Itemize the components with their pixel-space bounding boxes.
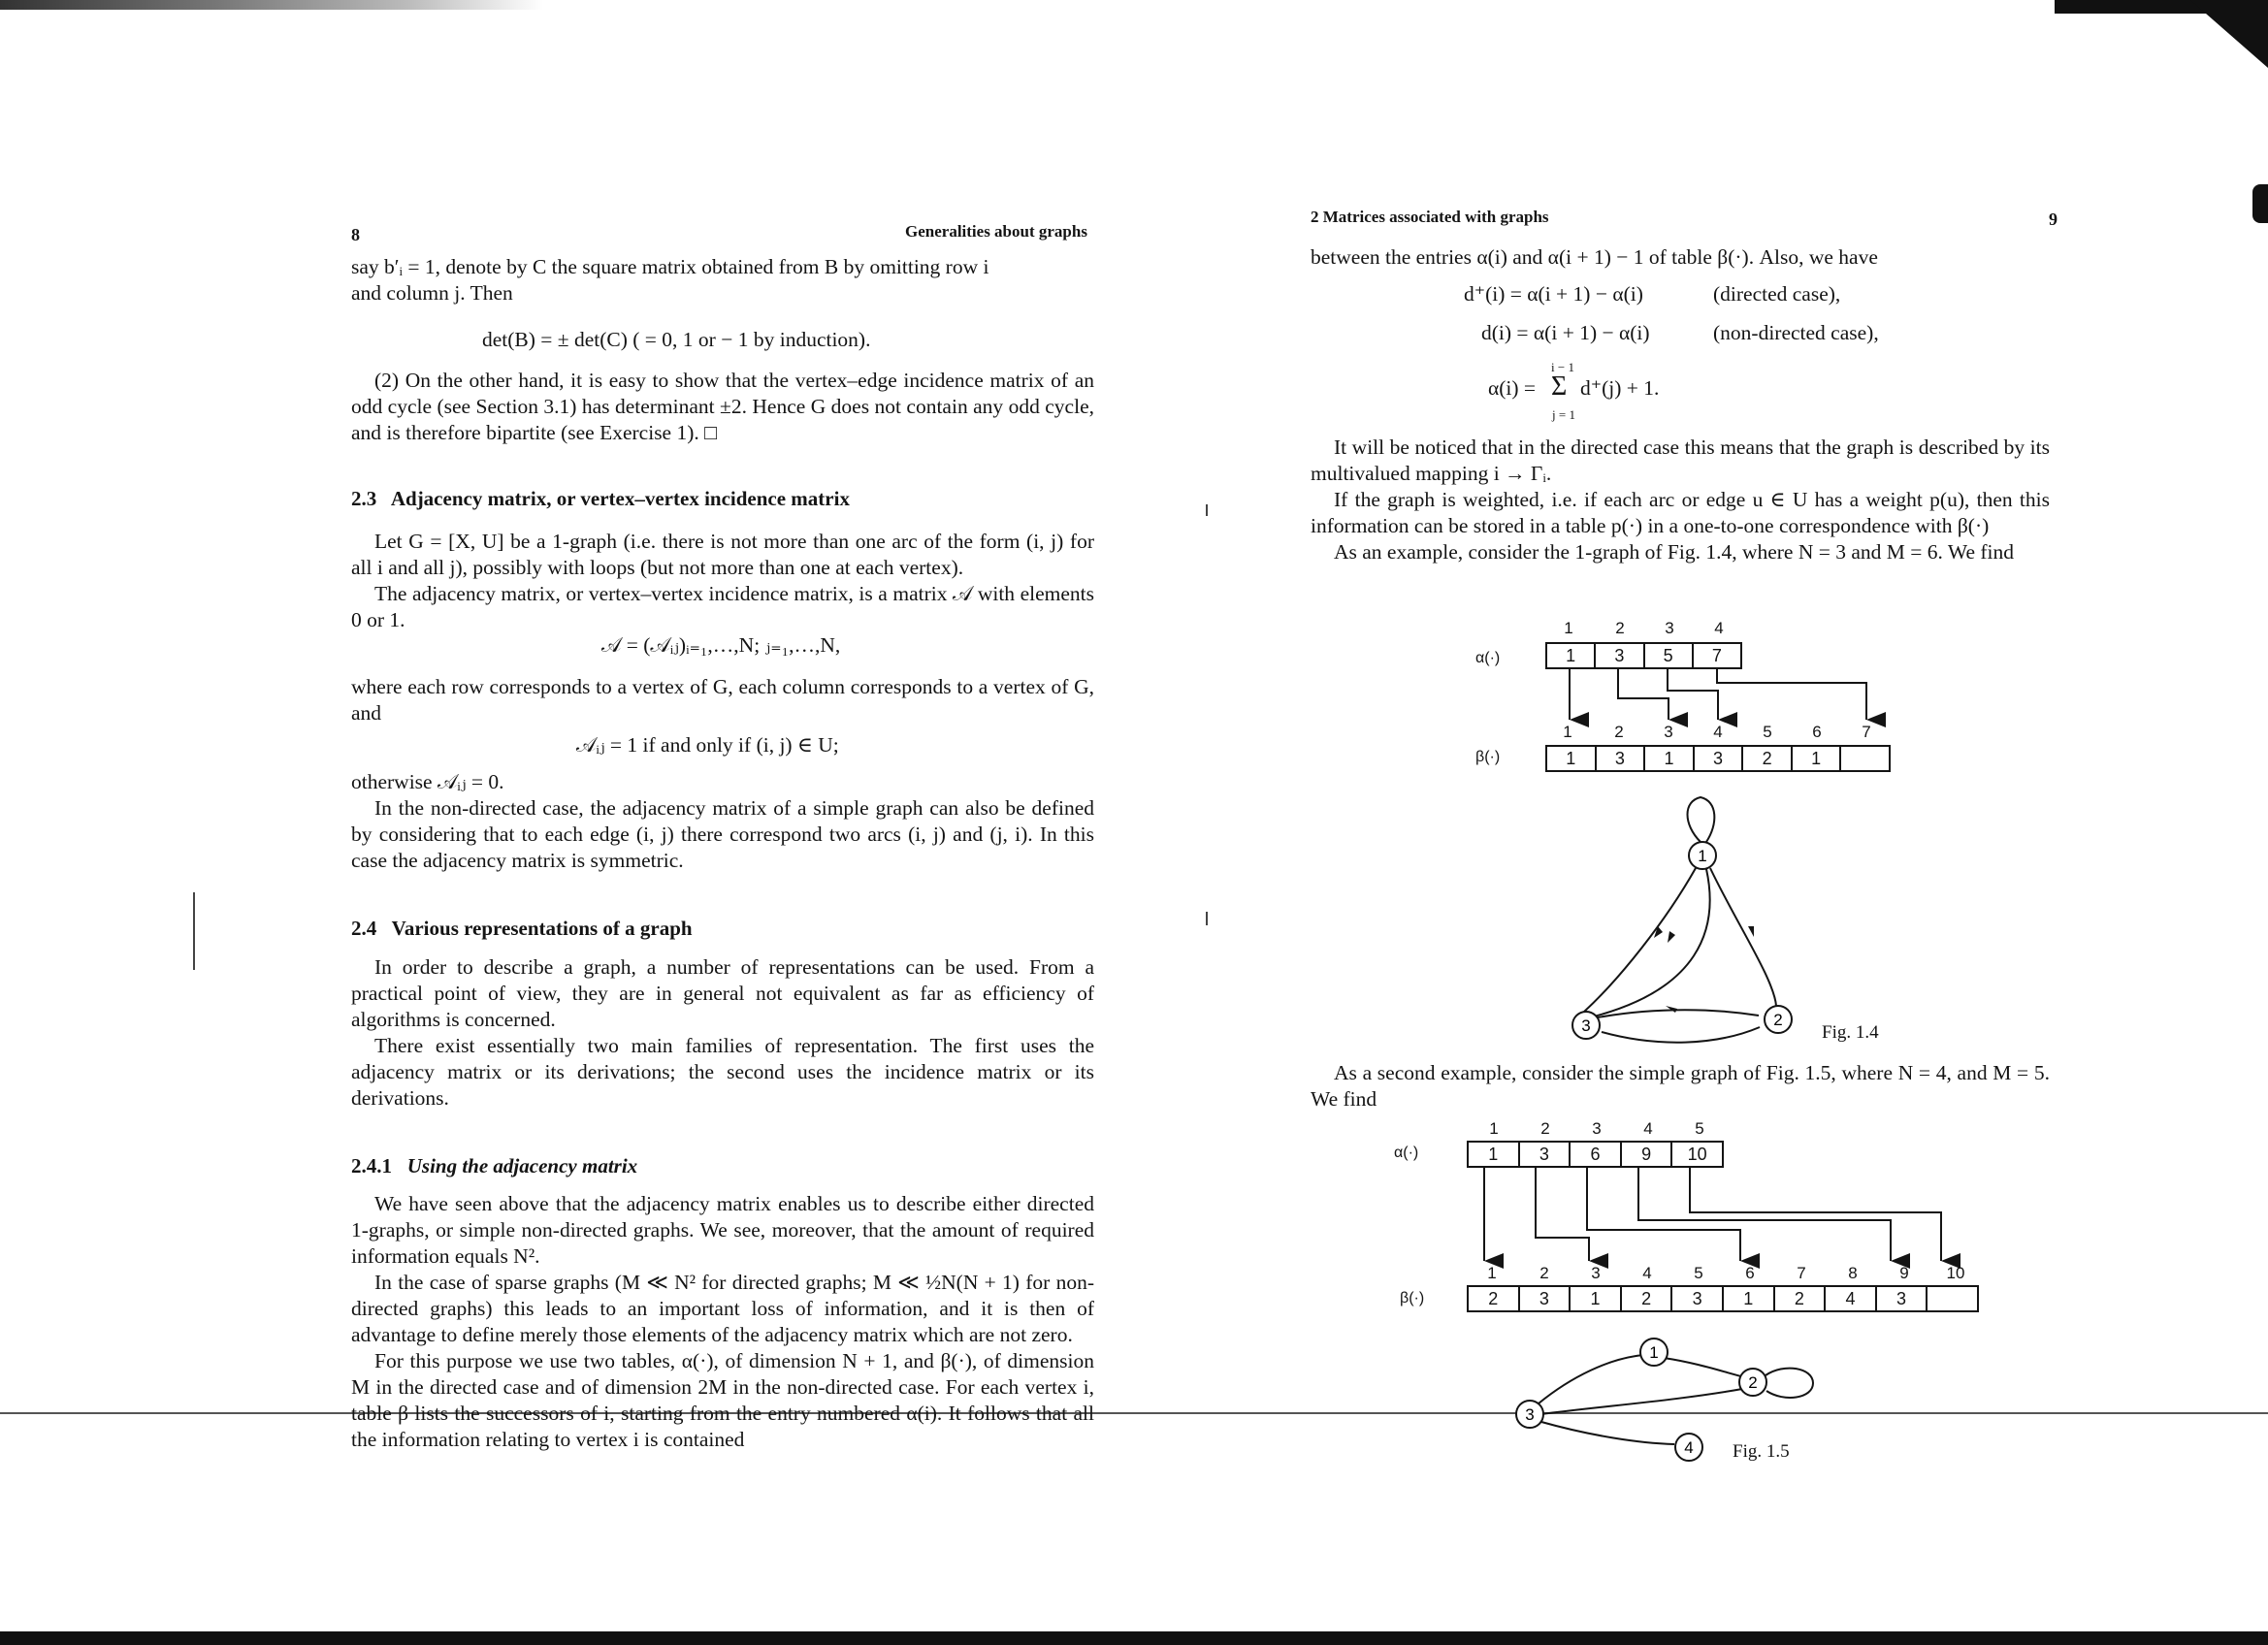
alpha-index: 1 <box>1489 1119 1499 1138</box>
graph-node <box>1516 1401 1543 1428</box>
condition-equation: 𝒜ᵢⱼ = 1 if and only if (i, j) ∈ U; <box>576 733 839 757</box>
fig-1-5-graph <box>1134 0 2268 1645</box>
alpha-cell: 7 <box>1711 646 1722 665</box>
intro-line: say b′ᵢ = 1, denote by C the square matrix obtained from B by omitting row i <box>351 255 989 278</box>
svg-text:3: 3 <box>1525 1405 1535 1424</box>
alpha-cell: 5 <box>1645 644 1694 667</box>
paragraph: It will be noticed that in the directed case this means that the graph is described by its multivalued mapping i → Γᵢ. <box>1311 435 2050 485</box>
paragraph: In the non-directed case, the adjacency matrix of a simple graph can also be defined by considering that to each edge (i, j) there correspond two arcs (i, j) and (j, i). In this case the adjacency matrix is symmetric. <box>351 796 1094 872</box>
alpha-cell: 10 <box>1687 1145 1707 1164</box>
beta-index: 5 <box>1694 1264 1703 1282</box>
beta-index: 3 <box>1664 723 1673 741</box>
eq-alpha-term: d⁺(j) + 1. <box>1580 376 1660 400</box>
figure-caption: Fig. 1.5 <box>1733 1441 1790 1462</box>
paragraph-2 <box>351 368 1094 446</box>
graph-node <box>1675 1434 1702 1461</box>
beta-index: 3 <box>1591 1264 1601 1282</box>
paragraph: In the case of sparse graphs (M ≪ N² for directed graphs; M ≪ ½N(N + 1) for non-directed graphs) this leads to an important loss of information, and it is then of advantage to define merely those elements of the adjacency matrix which are not zero. <box>351 1271 1094 1346</box>
beta-cell: 3 <box>1597 747 1646 770</box>
qed-box: □ <box>704 421 718 444</box>
section-title: Various representations of a graph <box>391 917 693 940</box>
svg-text:4: 4 <box>1684 1438 1694 1457</box>
section-heading-2-3 <box>351 487 850 511</box>
beta-label: β(·) <box>1400 1290 1425 1306</box>
alpha-index: 3 <box>1592 1119 1602 1138</box>
paragraph: We have seen above that the adjacency matrix enables us to describe either directed 1-graphs, or simple non-directed graphs. We see, moreover, that the amount of required information equals N². <box>351 1192 1094 1268</box>
alpha-index: 2 <box>1540 1119 1550 1138</box>
intro-line: and column j. Then <box>351 281 513 305</box>
alpha-label: α(·) <box>1475 650 1501 666</box>
section-2-3-body-3 <box>351 769 1094 874</box>
beta-cell: 3 <box>1877 1287 1928 1310</box>
svg-text:1: 1 <box>1698 847 1707 865</box>
paragraph-2-text: (2) On the other hand, it is easy to show that the vertex–edge incidence matrix of an odd cycle (see Section 3.1) has determinant ±2. Hence G does not contain any odd cycle, and is therefore bipartite (see Exercise 1). <box>351 369 1094 444</box>
paragraph: between the entries α(i) and α(i + 1) − 1 of table β(·). Also, we have <box>1311 245 1878 269</box>
beta-index: 1 <box>1487 1264 1497 1282</box>
section-title: Using the adjacency matrix <box>406 1154 638 1177</box>
svg-text:3: 3 <box>1581 1016 1591 1035</box>
beta-cell: 1 <box>1571 1287 1622 1310</box>
beta-cell: 4 <box>1826 1287 1877 1310</box>
paragraph: If the graph is weighted, i.e. if each arc or edge u ∈ U has a weight p(u), then this information can be stored in a table p(·) in a one-to-one correspondence with β(·) <box>1311 488 2050 537</box>
beta-index: 5 <box>1763 723 1772 741</box>
paragraph: In order to describe a graph, a number of representations can be used. From a practical point of view, they are in general not equivalent as far as efficiency of algorithms is concerned. <box>351 955 1094 1031</box>
beta-cell: 3 <box>1695 747 1744 770</box>
beta-index: 7 <box>1797 1264 1806 1282</box>
beta-cell: 1 <box>1724 1287 1775 1310</box>
section-2-4-body <box>351 954 1094 1112</box>
beta-cell: 2 <box>1622 1287 1673 1310</box>
section-number: 2.4.1 <box>351 1154 392 1177</box>
eq-sum-upper: i − 1 <box>1551 360 1574 374</box>
section-number: 2.4 <box>351 917 377 940</box>
paragraph: Let G = [X, U] be a 1-graph (i.e. there is not more than one arc of the form (i, j) for all i and all j), possibly with loops (but not more than one at each vertex). <box>351 530 1094 579</box>
alpha-cell: 1 <box>1547 644 1596 667</box>
paragraph: As an example, consider the 1-graph of Fig. 1.4, where N = 3 and M = 6. We find <box>1334 540 2015 564</box>
eq-degree-case: (non-directed case), <box>1713 321 1879 344</box>
beta-cell: 2 <box>1775 1287 1827 1310</box>
beta-cell: 1 <box>1793 747 1842 770</box>
paragraph: For this purpose we use two tables, α(·), of dimension N + 1, and β(·), of dimension M in the directed case and of dimension 2M in the non-directed case. For each vertex i, table β lists the successors of i, starting from the entry numbered α(i). It follows that all the information relating to vertex i is contained <box>351 1349 1094 1451</box>
beta-index: 2 <box>1614 723 1624 741</box>
running-head: Generalities about graphs <box>905 222 1087 241</box>
alpha-index: 5 <box>1695 1119 1704 1138</box>
eq-sum-sign: Σ <box>1551 371 1568 402</box>
beta-index: 4 <box>1642 1264 1652 1282</box>
beta-index: 6 <box>1745 1264 1755 1282</box>
alpha-cell: 6 <box>1571 1143 1622 1166</box>
alpha-cell: 9 <box>1622 1143 1673 1166</box>
beta-cell: 3 <box>1520 1287 1571 1310</box>
svg-text:2: 2 <box>1748 1373 1758 1392</box>
alpha-cell: 3 <box>1596 644 1644 667</box>
paragraph: As a second example, consider the simple graph of Fig. 1.5, where N = 4, and M = 5. We find <box>1311 1061 2050 1111</box>
paragraph: otherwise 𝒜ᵢⱼ = 0. <box>351 770 504 793</box>
beta-index: 6 <box>1812 723 1822 741</box>
alpha-index: 3 <box>1665 619 1674 637</box>
beta-index: 1 <box>1563 723 1572 741</box>
eq-outdegree: d⁺(i) = α(i + 1) − α(i) <box>1464 282 1643 306</box>
running-head: 2 Matrices associated with graphs <box>1311 208 1549 226</box>
svg-text:1: 1 <box>1649 1343 1659 1362</box>
alpha-cell: 1 <box>1469 1143 1520 1166</box>
beta-index: 10 <box>1946 1264 1965 1282</box>
section-number: 2.3 <box>351 487 377 510</box>
alpha-index: 2 <box>1615 619 1625 637</box>
section-heading-2-4-1 <box>351 1154 637 1178</box>
eq-degree: d(i) = α(i + 1) − α(i) <box>1481 321 1650 344</box>
paragraph: There exist essentially two main families of representation. The first uses the adjacency matrix or its derivations; the second uses the incidence matrix or its derivations. <box>351 1034 1094 1110</box>
eq-outdegree-case: (directed case), <box>1713 282 1841 306</box>
page-number: 9 <box>2049 210 2057 229</box>
section-2-4-1-body <box>351 1191 1094 1474</box>
paragraph: The adjacency matrix, or vertex–vertex incidence matrix, is a matrix 𝒜 with elements 0 or 1. <box>351 582 1094 631</box>
section-heading-2-4 <box>351 917 693 941</box>
matrix-definition: 𝒜 = (𝒜ᵢⱼ)ᵢ₌₁,…,N; ⱼ₌₁,…,N, <box>601 633 841 657</box>
det-equation: det(B) = ± det(C) ( = 0, 1 or − 1 by induction). <box>482 328 871 351</box>
beta-label: β(·) <box>1475 749 1501 765</box>
beta-index: 9 <box>1899 1264 1909 1282</box>
intro-text <box>351 254 1094 306</box>
right-page <box>1134 0 2268 1645</box>
section-title: Adjacency matrix, or vertex–vertex incidence matrix <box>390 487 850 510</box>
eq-sum-lower: j = 1 <box>1552 407 1575 422</box>
figure-caption: Fig. 1.4 <box>1822 1022 1879 1043</box>
beta-cell: 2 <box>1743 747 1793 770</box>
beta-cell: 2 <box>1469 1287 1520 1310</box>
alpha-label: α(·) <box>1394 1145 1419 1161</box>
svg-text:2: 2 <box>1773 1011 1783 1029</box>
beta-cell: 1 <box>1645 747 1695 770</box>
alpha-cell: 3 <box>1520 1143 1571 1166</box>
section-2-3-body-2 <box>351 674 1094 726</box>
beta-cell: 3 <box>1672 1287 1724 1310</box>
alpha-index: 1 <box>1564 619 1573 637</box>
beta-index: 2 <box>1539 1264 1549 1282</box>
eq-alpha-lhs: α(i) = <box>1488 376 1537 400</box>
alpha-index: 4 <box>1643 1119 1653 1138</box>
beta-index: 4 <box>1713 723 1723 741</box>
alpha-index: 4 <box>1714 619 1724 637</box>
beta-index: 8 <box>1848 1264 1858 1282</box>
paragraph: where each row corresponds to a vertex of G, each column corresponds to a vertex of G, and <box>351 675 1094 725</box>
beta-index: 7 <box>1862 723 1871 741</box>
section-2-3-body <box>351 529 1094 633</box>
graph-node <box>1640 1339 1668 1366</box>
graph-node <box>1739 1369 1766 1396</box>
page-number: 8 <box>351 225 360 244</box>
beta-cell: 1 <box>1547 747 1597 770</box>
